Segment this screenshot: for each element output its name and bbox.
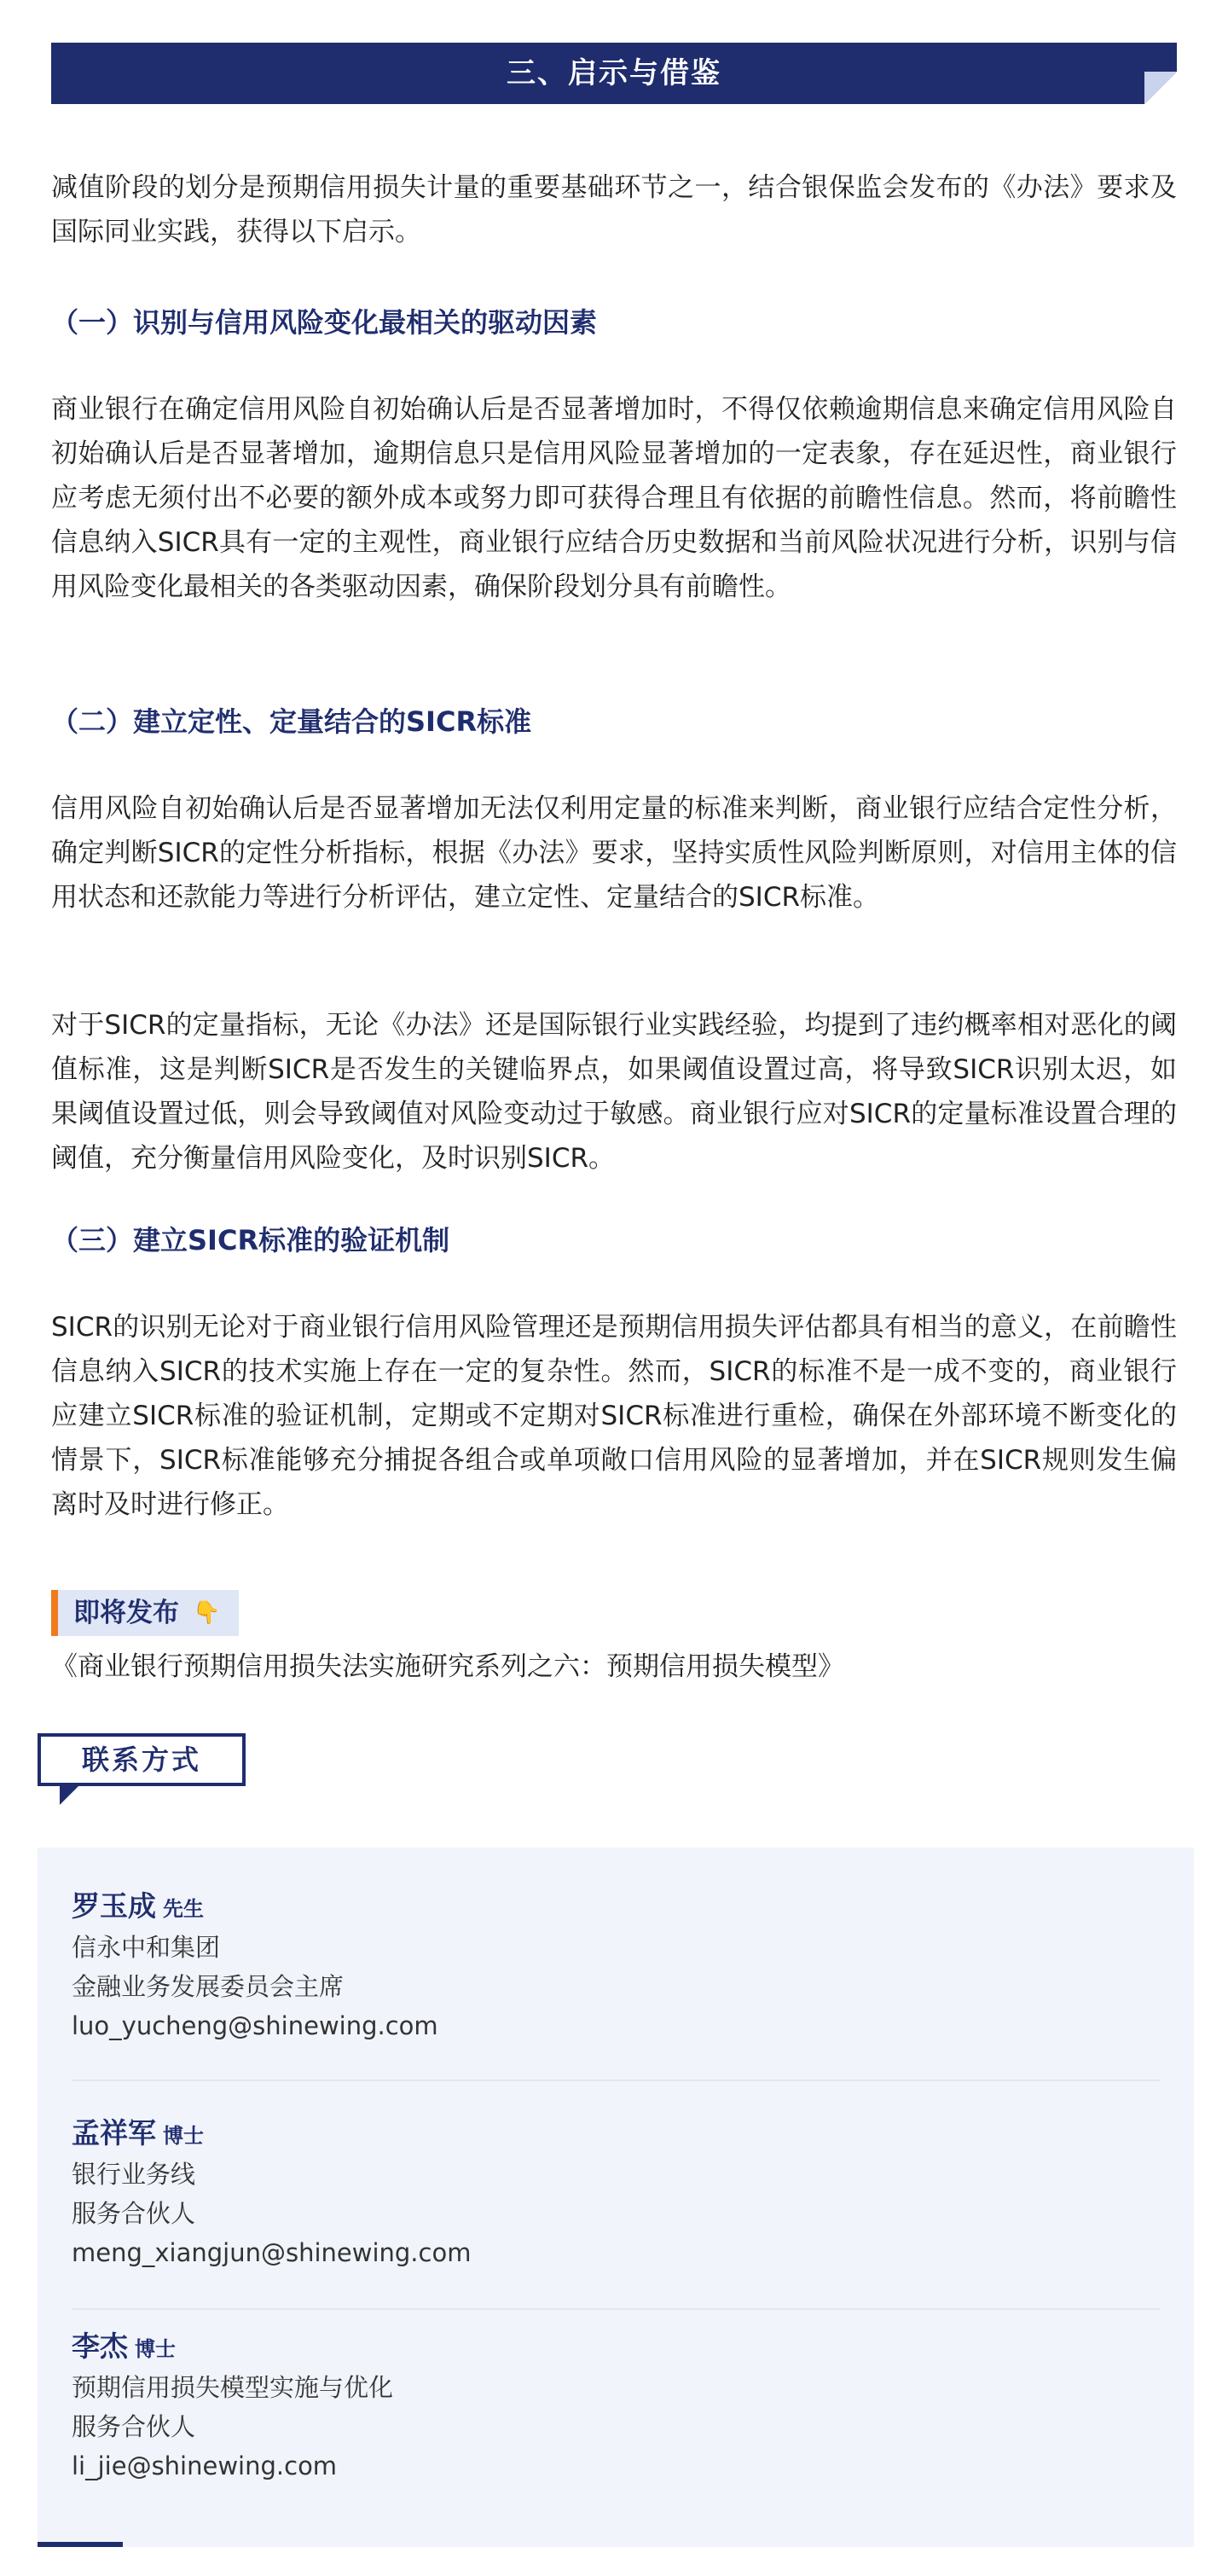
contact-name-row bbox=[72, 2325, 1160, 2368]
banner-corner-fold bbox=[1144, 72, 1177, 104]
contact-organization: 信永中和集团 bbox=[72, 1933, 221, 1962]
contact-name: 李杰 bbox=[72, 2329, 128, 2363]
footer-accent-bar bbox=[38, 2542, 123, 2547]
upcoming-article-title: 《商业银行预期信用损失法实施研究系列之六：预期信用损失模型》 bbox=[51, 1651, 844, 1682]
banner-title: 三、启示与借鉴 bbox=[507, 56, 721, 90]
contact-organization: 预期信用损失模型实施与优化 bbox=[72, 2373, 394, 2402]
contact-honorific: 博士 bbox=[163, 2124, 204, 2148]
upcoming-release-tag bbox=[51, 1590, 239, 1636]
speech-tail-icon bbox=[60, 1783, 82, 1805]
contact-card bbox=[72, 2112, 1160, 2272]
contact-card bbox=[72, 2325, 1160, 2486]
contact-heading-box bbox=[38, 1733, 246, 1786]
contact-name: 罗玉成 bbox=[72, 1889, 156, 1923]
upcoming-label: 即将发布 bbox=[73, 1598, 179, 1628]
contact-name: 孟祥军 bbox=[72, 2116, 156, 2150]
contact-email[interactable]: li_jie@shinewing.com bbox=[72, 2451, 338, 2480]
contact-role: 服务合伙人 bbox=[72, 2199, 196, 2228]
section-1-heading: （一）识别与信用风险变化最相关的驱动因素 bbox=[51, 306, 598, 339]
section-2-paragraph-2: 对于SICR的定量指标，无论《办法》还是国际银行业实践经验，均提到了违约概率相对恶化的阈值标准，这是判断SICR是否发生的关键临界点，如果阈值设置过高，将导致SICR识别太迟，如果阈值设置过低，则会导致阈值对风险变动过于敏感。商业银行应对SICR的定量标准设置合理的阈值，充分衡量信用风险变化，及时识别SICR。 bbox=[51, 1010, 1177, 1174]
contact-name-row bbox=[72, 1885, 1160, 1928]
contact-panel bbox=[38, 1848, 1194, 2547]
contact-heading: 联系方式 bbox=[81, 1743, 201, 1776]
section-1-paragraph: 商业银行在确定信用风险自初始确认后是否显著增加时，不得仅依赖逾期信息来确定信用风险自初始确认后是否显著增加，逾期信息只是信用风险显著增加的一定表象，存在延迟性，商业银行应考虑无须付出不必要的额外成本或努力即可获得合理且有依据的前瞻性信息。然而，将前瞻性信息纳入SICR具有一定的主观性，商业银行应结合历史数据和当前风险状况进行分析，识别与信用风险变化最相关的各类驱动因素，确保阶段划分具有前瞻性。 bbox=[51, 394, 1177, 602]
contact-honorific: 先生 bbox=[163, 1897, 204, 1921]
pointing-down-icon: 👇 bbox=[193, 1600, 221, 1626]
contact-card bbox=[72, 1885, 1160, 2045]
contact-honorific: 博士 bbox=[135, 2337, 176, 2361]
accent-bar bbox=[51, 1590, 58, 1636]
contact-divider bbox=[72, 2080, 1160, 2081]
section-2-paragraph-1: 信用风险自初始确认后是否显著增加无法仅利用定量的标准来判断，商业银行应结合定性分析，确定判断SICR的定性分析指标，根据《办法》要求，坚持实质性风险判断原则，对信用主体的信用状态和还款能力等进行分析评估，建立定性、定量结合的SICR标准。 bbox=[51, 793, 1177, 913]
contact-name-row bbox=[72, 2112, 1160, 2155]
contact-organization: 银行业务线 bbox=[72, 2160, 196, 2189]
section-3-heading: （三）建立SICR标准的验证机制 bbox=[51, 1224, 450, 1256]
contact-email[interactable]: meng_xiangjun@shinewing.com bbox=[72, 2238, 472, 2267]
contact-divider bbox=[72, 2308, 1160, 2310]
section-2-heading: （二）建立定性、定量结合的SICR标准 bbox=[51, 705, 532, 738]
intro-paragraph: 减值阶段的划分是预期信用损失计量的重要基础环节之一，结合银保监会发布的《办法》要求及国际同业实践，获得以下启示。 bbox=[51, 172, 1177, 247]
section-banner bbox=[51, 43, 1177, 104]
contact-role: 金融业务发展委员会主席 bbox=[72, 1972, 345, 2001]
contact-role: 服务合伙人 bbox=[72, 2412, 196, 2441]
section-3-paragraph: SICR的识别无论对于商业银行信用风险管理还是预期信用损失评估都具有相当的意义，在前瞻性信息纳入SICR的技术实施上存在一定的复杂性。然而，SICR的标准不是一成不变的，商业银行应建立SICR标准的验证机制，定期或不定期对SICR标准进行重检，确保在外部环境不断变化的情景下，SICR标准能够充分捕捉各组合或单项敞口信用风险的显著增加，并在SICR规则发生偏离时及时进行修正。 bbox=[51, 1312, 1177, 1520]
contact-email[interactable]: luo_yucheng@shinewing.com bbox=[72, 2011, 438, 2040]
